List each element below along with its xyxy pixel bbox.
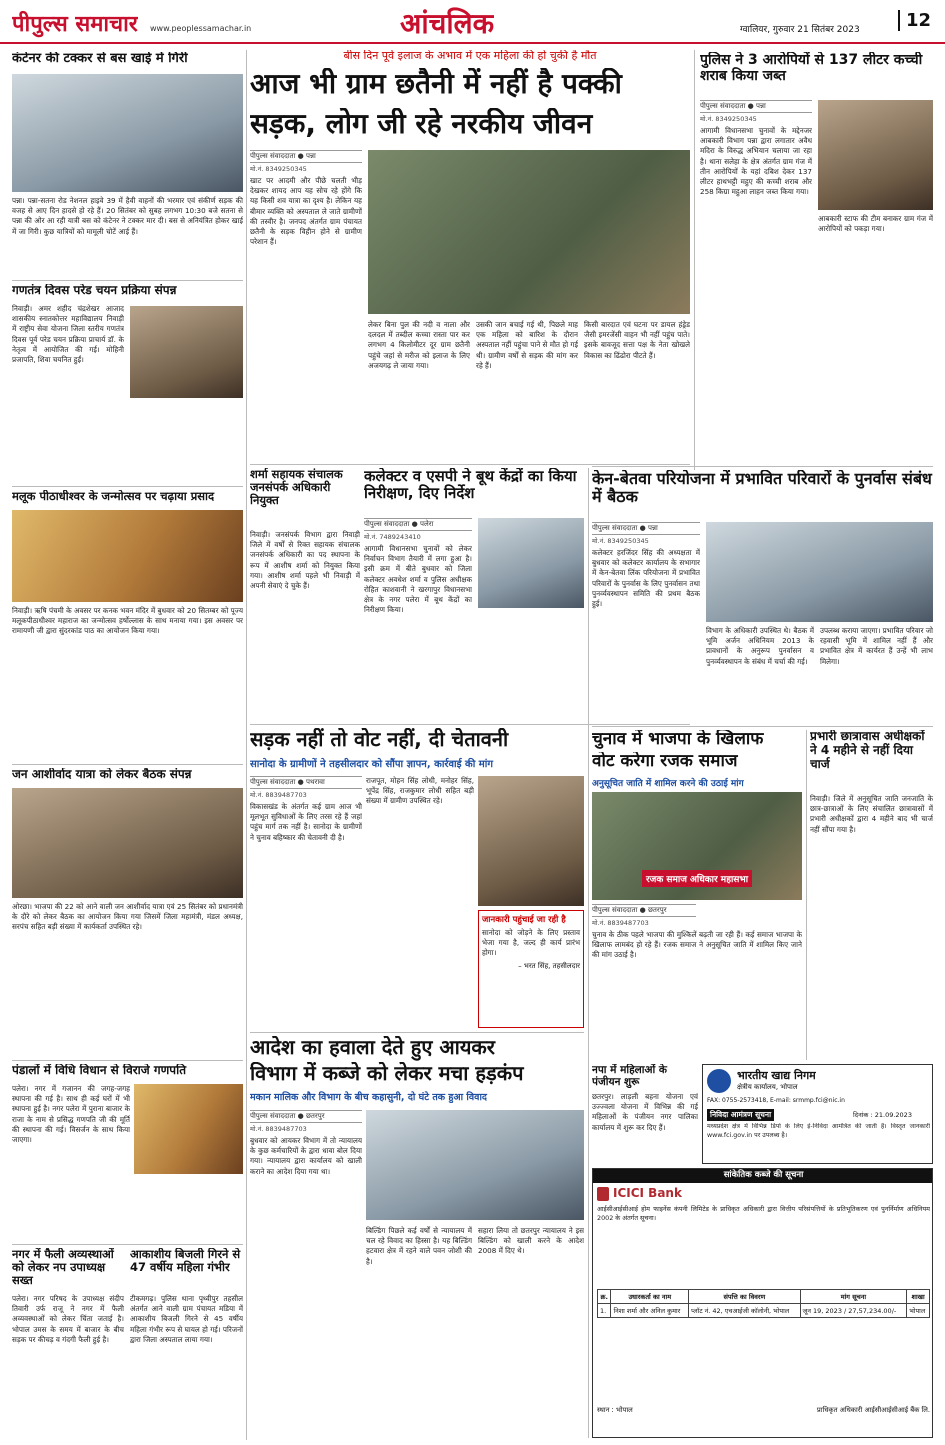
sidebar-box (478, 910, 584, 1028)
icici-header: सांकेतिक कब्जे की सूचना (593, 1169, 933, 1183)
table-cell: भोपाल (907, 1304, 930, 1318)
headline: आकाशीय बिजली गिरने से 47 वर्षीय महिला गंभीर (130, 1248, 241, 1275)
mobile: मो.नं. 8349250345 (592, 537, 649, 545)
kicker: बीस दिन पूर्व इलाज के अभाव में एक महिला की हो चुकी है मौत (343, 50, 597, 62)
body: निवाड़ी। जिले में अनुसूचित जाति जनजाति के छात्र-छात्राओं के लिए संचालित छात्रावासों में प्रभारी अधीक्षकों द्वारा 4 महीने बाद भी चार्ज नहीं सौंपा गया है। (810, 794, 933, 834)
table-header: मांग सूचना (800, 1290, 907, 1304)
fci-title: भारतीय खाद्य निगम (737, 1069, 816, 1082)
subhead: मकान मालिक और विभाग के बीच कहासुनी, दो घंटे तक हुआ विवाद (250, 1092, 487, 1103)
masthead (0, 0, 945, 44)
story-mahila-panjiyan (592, 1064, 698, 1164)
subhead: सानोदा के ग्रामीणों ने तहसीलदार को सौंपा ज्ञापन, कार्रवाई की मांग (250, 759, 493, 770)
byline: पीपुल्स संवाददाता ● पथरावा (250, 776, 362, 789)
headline: नगर में फैली अव्यस्थाओं को लेकर नप उपाध्यक्ष सख्त (12, 1248, 114, 1288)
headline: गणतंत्र दिवस परेड चयन प्रक्रिया संपन्न (12, 284, 177, 297)
body: निवाड़ी। जनसंपर्क विभाग द्वारा निवाड़ी जिले में वर्षों से रिक्त सहायक संचालक जनसंपर्क अधिकारी का पद स्थापना के रूप में आशीष शर्मा को नियुक्त किया गया। आशीष शर्मा पहले भी निवाड़ी में अपनी सेवाएं दे चुके हैं। (250, 530, 360, 591)
story-no-road-no-vote (250, 728, 584, 1030)
byline: पीपुल्स संवाददाता ● पन्ना (250, 150, 362, 163)
body2: विभाग के अधिकारी उपस्थित थे। बैठक में भूमि अर्जन अधिनियम 2013 के प्रावधानों के अनुरूप पुनर्वासन व पुनर्व्यवस्थापन के संबंध में चर्चा की गई। (706, 626, 814, 666)
headline: कंटेनर की टक्कर से बस खाई में गिरी (12, 52, 188, 66)
headline-line2: सड़क, लोग जी रहे नरकीय जीवन (250, 108, 593, 140)
story-bjp-boycott (592, 730, 802, 1060)
story-container-crash (12, 52, 243, 278)
table-cell: 1. (598, 1304, 611, 1318)
banner: रजक समाज अधिकार महासभा (642, 870, 752, 887)
mobile: मो.नं. 8839487703 (592, 919, 649, 927)
dateline: ग्वालियर, गुरुवार 21 सितंबर 2023 (740, 25, 860, 35)
table-cell: निशा शर्मा और अनिल कुमार (611, 1304, 689, 1318)
body3: उपलब्ध कराया जाएगा। प्रभावित परिवार जो रहवासी भूमि में शामिल नहीं हैं और प्रभावित क्षेत्र में कार्यरत हैं उन्हें भी लाभ मिलेगा। (820, 626, 933, 666)
story-ken-betwa (592, 470, 933, 724)
byline: पीपुल्स संवाददाता ● छतरपुर (250, 1110, 362, 1123)
story-republic-parade (12, 284, 243, 484)
ad-fci[interactable] (702, 1064, 933, 1164)
story-road-lead (250, 50, 690, 462)
headline-line1: आदेश का हवाला देते हुए आयकर (250, 1036, 495, 1059)
fci-subtitle: क्षेत्रीय कार्यालय, भोपाल (737, 1083, 798, 1091)
meeting-hall-photo (706, 522, 933, 622)
icici-body: आईसीआईसीआई होम फाइनेंस कंपनी लिमिटेड के प्राधिकृत अधिकारी द्वारा वित्तीय परिसंपत्तियों के प्रतिभूतिकरण एवं पुनर्निर्माण अधिनियम 2002 के अंतर्गत सूचना। (597, 1205, 930, 1223)
body: विकासखंड के अंतर्गत कई ग्राम आज भी मूलभूत सुविधाओं के लिए तरस रहे हैं जहां पहुंच मार्ग तक नहीं है। सानोदा के ग्रामीणों ने चुनाव बहिष्कार की चेतावनी दी है। (250, 802, 362, 842)
caption: आबकारी स्टाफ की टीम बनाकर ग्राम गंज में आरोपियों को पकड़ा गया। (818, 214, 933, 234)
headline: नपा में महिलाओं के पंजीयन शुरू (592, 1064, 667, 1089)
masthead-website[interactable]: www.peoplessamachar.in (150, 24, 252, 33)
table-header: क्र. (598, 1290, 611, 1304)
mobile: मो.नं. 8349250345 (700, 115, 757, 123)
headline: जन आशीर्वाद यात्रा को लेकर बैठक संपन्न (12, 768, 192, 781)
fci-notice-label: निविदा आमंत्रण सूचना (707, 1109, 774, 1121)
body: आगामी विधानसभा चुनावों को लेकर निर्वाचन विभाग तैयारी में लगा हुआ है। इसी क्रम में बीते बुधवार को जिला कलेक्टर अवधेश शर्मा व पुलिस अधीक्षक रोहित काशवानी ने खरगापुर विधानसभा क्षेत्र के नगर पलेरा में बूथ केंद्रों का निरीक्षण किया। (364, 544, 472, 615)
table-cell: जून 19, 2023 / 27,57,234.00/- (800, 1304, 907, 1318)
seized-liquor-photo (818, 100, 933, 210)
mobile: मो.नं. 8839487703 (250, 791, 307, 799)
mobile: मो.नं. 8839487703 (250, 1125, 307, 1133)
table-header-row (598, 1290, 930, 1304)
byline: पीपुल्स संवाददाता ● पलेरा (364, 518, 472, 531)
headline: सड़क नहीं तो वोट नहीं, दी चेतावनी (250, 728, 509, 751)
masthead-logo[interactable]: पीपुल्स समाचार (12, 12, 138, 37)
body2: राजपूत, मोहन सिंह लोधी, मनोहर सिंह, भूपेंद्र सिंह, राजकुमार लोधी सहित बड़ी संख्या में ग्रामीण उपस्थित रहे। (366, 776, 474, 806)
body-col2: लेकर बिना पुल की नदी व नाला और दलदल में तब्दील कच्चा रास्ता पार कर लगभग 4 किलोमीटर दूर ग्राम छतैनी पहुंचे जहां से मरीज को इलाज के लिए अजयगढ़ ले जाया गया। (368, 320, 470, 370)
section-title: आंचलिक (400, 7, 495, 40)
story-police-liquor (700, 52, 933, 464)
body: पलेरा। नगर में गजानन की जगह-जगह स्थापना की गई है। साथ ही कई घरों में भी स्थापना हुई है। नगर पलेरा में पुराना बाजार के राजा के नाम से प्रसिद्ध गणपति जी की मूर्ति की स्थापना की गई। विसर्जन के साथ किया जाएगा। (12, 1084, 130, 1145)
table-header: शाखा (907, 1290, 930, 1304)
headline-line2: विभाग में कब्जे को लेकर मचा हड़कंप (250, 1062, 524, 1085)
story-ganpati (12, 1064, 243, 1242)
icici-signature: प्राधिकृत अधिकारी आईसीआईसीआई बैंक लि. (816, 1406, 930, 1414)
headline-line1: आज भी ग्राम छतैनी में नहीं है पक्की (250, 68, 622, 100)
byline: पीपुल्स संवाददाता ● पन्ना (592, 522, 700, 535)
body: बुधवार को आयकर विभाग में तो न्यायालय के कुछ कर्मचारियों के द्वारा धावा बोल दिया गया। न्यायालय द्वारा कार्यालय को खाली कराने का आदेश दिया गया था। (250, 1136, 362, 1176)
mobile: मो.नं. 7489243410 (364, 533, 421, 541)
body-col3: उसकी जान बचाई गई थी, पिछले माह एक महिला को बारिश के दौरान अस्पताल नहीं पहुंचा पाने से मौत हो गई थी। ग्रामीण वर्षों से सड़क की मांग कर रहे हैं। (476, 320, 578, 370)
icici-table (597, 1289, 930, 1318)
byline: पीपुल्स संवाददाता ● पन्ना (700, 100, 812, 113)
parade-photo (130, 306, 243, 398)
tax-office-photo (366, 1110, 584, 1220)
sidebar-credit: – भरत सिंह, तहसीलदार (518, 961, 580, 970)
headline: पंडालों में विधि विधान से विराजे गणपति (12, 1064, 187, 1077)
body: ओरछा। भाजपा की 22 को आने वाली जन आशीर्वाद यात्रा एवं 25 सितंबर को प्रधानमंत्री के दौरे को लेकर बैठक का आयोजन किया गया जिसमें जिला महामंत्री, मंडल अध्यक्ष, सरपंच सहित बड़ी संख्या में कार्यकर्ता उपस्थित रहे। (12, 902, 243, 932)
subhead: अनुसूचित जाति में शामिल करने की उठाई मांग (592, 779, 744, 789)
lead-photo (368, 150, 690, 314)
headline: शर्मा सहायक संचालक जनसंपर्क अधिकारी नियुक्त (250, 468, 343, 508)
headline-line1: चुनाव में भाजपा के खिलाफ (592, 730, 764, 749)
memorandum-photo (478, 776, 584, 906)
icici-bank-name: ICICI Bank (613, 1186, 682, 1200)
body: पलेरा। नगर परिषद के उपाध्यक्ष संदीप तिवारी उर्फ राजू ने नगर में फैली अव्यवस्थाओं को लेकर चिंता जताई है। भोपाल उमस के समय में बाजार के बीच सड़क पर कीचड़ व गंदगी फैली हुई है। (12, 1294, 124, 1344)
sidebar-title: जानकारी पहुंचाई जा रही है (482, 915, 566, 925)
body: निवाड़ी। अमर शहीद चंद्रशेखर आजाद शासकीय स्नातकोत्तर महाविद्यालय निवाड़ी में राष्ट्रीय सेवा योजना जिला स्तरीय गणतंत्र दिवस पूर्व परेड चयन प्रक्रिया प्राचार्य डॉ. के नेतृत्व में आयोजित की गई। मोहिनी प्रजापति, शिवा चयनित हुईं। (12, 304, 124, 365)
body-col1: खाट पर आदमी और पीछे चलती भीड़ देखकर शायद आप यह सोच रहे होंगे कि यह किसी शव यात्रा का दृश्य है। लेकिन यह बीमार व्यक्ति को अस्पताल ले जाते ग्रामीणों की तस्वीर है। जनपद अंतर्गत ग्राम पंचायत छतैनी के सड़क विहीन होने से ग्रामीण परेशान हैं। (250, 176, 362, 247)
fci-logo-icon (707, 1069, 731, 1093)
body: चुनाव के ठीक पहले भाजपा की मुश्किलें बढ़ती जा रही हैं। कई समाज भाजपा के खिलाफ लामबंद हो रहे हैं। रजक समाज ने अनुसूचित जाति में शामिल किए जाने की मांग उठाई है। (592, 930, 802, 960)
headline: प्रभारी छात्रावास अधीक्षकों ने 4 महीने से नहीं दिया चार्ज (810, 730, 925, 771)
table-cell: प्लॉट नं. 42, एचआईजी कॉलोनी, भोपाल (689, 1304, 800, 1318)
booth-photo (478, 518, 584, 608)
headline: कलेक्टर व एसपी ने बूथ केंद्रों का किया निरीक्षण, दिए निर्देश (364, 468, 577, 503)
body: पन्ना। पन्ना-सतना रोड नेशनल हाइवे 39 में हैवी वाहनों की भरमार एवं संकीर्ण सड़क की वजह से आए दिन हादसे हो रहे हैं। 20 सितंबर को सुबह लगभग 10:30 बजे सतना से पन्ना की ओर आ रही यात्री बस को कंटेनर ने टक्कर मार दी। बस से अनियंत्रित होकर खाई में जा गिरी। कुछ यात्रियों को मामूली चोटें आई हैं। (12, 196, 243, 236)
ganpati-photo (134, 1084, 243, 1174)
story-jan-ashirwad (12, 768, 243, 1058)
byline: पीपुल्स संवाददाता ● छतरपुर (592, 904, 696, 917)
mobile: मो.नं. 8349250345 (250, 165, 307, 173)
fci-date: दिनांक : 21.09.2023 (853, 1111, 912, 1119)
meeting-photo (12, 788, 243, 898)
table-row (598, 1304, 930, 1318)
story-nagar-awasthayen (12, 1248, 124, 1438)
headline: केन-बेतवा परियोजना में प्रभावित परिवारों के पुनर्वास संबंध में बैठक (592, 470, 932, 507)
story-hostel-warden (810, 730, 933, 1060)
body: छतरपुर। लाड़ली बहना योजना एवं उज्ज्वला योजना में विभिन्न की गई महिलाओं के पंजीयन नगर पालिका कार्यालय में शुरू कर दिए हैं। (592, 1092, 698, 1132)
story-sharma-appointed (250, 468, 360, 722)
body: आगामी विधानसभा चुनावों के मद्देनजर आबकारी विभाग पन्ना द्वारा लगातार अवैध मदिरा के विरुद्ध अभियान चलाया जा रहा है। थाना सलेहा के क्षेत्र अंतर्गत ग्राम गंज में तीन आरोपियों के यहां दबिश देकर 137 लीटर हाथभट्टी महुए की कच्ची शराब और 258 किग्रा महुआ लाहन जब्त किया गया। (700, 126, 812, 197)
body: कलेक्टर हरजिंदर सिंह की अध्यक्षता में बुधवार को कलेक्टर कार्यालय के सभागार में केन-बेतवा लिंक परियोजना में प्रभावित परिवारों के पुनर्वास के लिए पुनर्वासन तथा पुनर्व्यवस्थापन समिति की प्रथम बैठक हुई। (592, 548, 700, 609)
story-lightning (130, 1248, 243, 1438)
table-header: उधारकर्ता का नाम (611, 1290, 689, 1304)
page-number: 12 (898, 10, 931, 31)
fci-contact: FAX: 0755-2573418, E-mail: srmmp.fci@nic.in (707, 1097, 845, 1104)
story-malook-peeth (12, 490, 243, 760)
story-tax-dispute (250, 1036, 584, 1438)
body2: बिल्डिंग पिछले कई वर्षों से न्यायालय में चल रहे विवाद का हिस्सा है। यह बिल्डिंग हटवारा क्षेत्र में रहने वाले पवन जोशी की है। (366, 1226, 472, 1266)
headline: मलूक पीठाधीश्वर के जन्मोत्सव पर चढ़ाया प्रसाद (12, 490, 215, 503)
icici-place: स्थान : भोपाल (597, 1406, 633, 1414)
sidebar-body: सानोदा को जोड़ने के लिए प्रस्ताव भेजा गया है, जल्द ही कार्य प्रारंभ होगा। (482, 928, 580, 958)
icici-logo-icon (597, 1187, 609, 1201)
body-col4: किसी बारदात एवं घटना पर डायल हंड्रेड जैसी इमरजेंसी वाहन भी नहीं पहुंच पाते। इसके बावजूद सत्ता पक्ष के नेता खोखले विकास का ढिंढोरा पीटते हैं। (584, 320, 690, 360)
bus-crash-photo (12, 74, 243, 192)
body3: सहारा लिया तो छतरपुर न्यायालय ने इस बिल्डिंग को खाली करने के आदेश 2008 में दिए थे। (478, 1226, 584, 1256)
ad-icici[interactable] (592, 1168, 933, 1438)
table-header: संपत्ति का विवरण (689, 1290, 800, 1304)
headline-line2: वोट करेगा रजक समाज (592, 752, 738, 771)
story-collector-booth (364, 468, 584, 722)
rally-photo (592, 792, 802, 900)
body: निवाड़ी। ऋषि पंचमी के अवसर पर कनक भवन मंदिर में बुधवार को 20 सितम्बर को पूज्य मलूकपीठाधीश्वर महाराज का जन्मोत्सव हर्षोल्लास के साथ मनाया गया। इस अवसर पर रामायणी जी द्वारा सुंदरकांड पाठ का आयोजन किया गया। (12, 606, 243, 636)
headline: पुलिस ने 3 आरोपियों से 137 लीटर कच्ची शराब किया जब्त (700, 52, 923, 85)
body: टीकमगढ़। पुलिस थाना पृथ्वीपुर तहसील अंतर्गत आने वाली ग्राम पंचायत मडिया में आकाशीय बिजली गिरने से 45 वर्षीय महिला गंभीर रूप से घायल हो गई। परिजनों द्वारा जिला अस्पताल लाया गया। (130, 1294, 243, 1344)
prasad-photo (12, 510, 243, 602)
fci-body: मध्यप्रदेश क्षेत्र में विभिन्न डिपो के लिए ई-निविदा आमंत्रित की जाती है। विस्तृत जानकारी www.fci.gov.in पर उपलब्ध है। (707, 1123, 930, 1139)
